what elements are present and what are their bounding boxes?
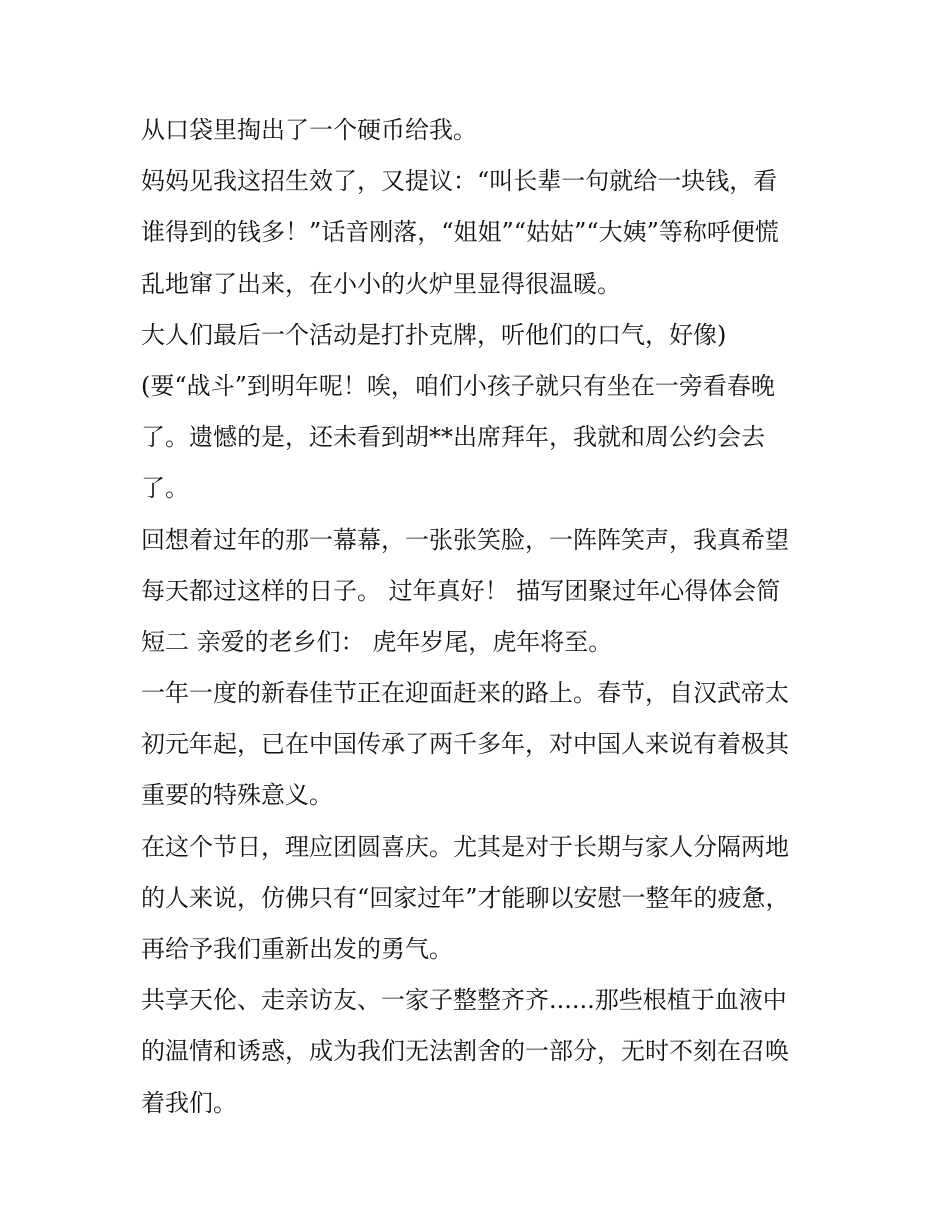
text-line: 回想着过年的那一幕幕，一张张笑脸，一阵阵笑声，我真希望	[141, 525, 789, 554]
text-line: 一年一度的新春佳节正在迎面赶来的路上。春节，自汉武帝太	[141, 679, 789, 708]
text-line: 再给予我们重新出发的勇气。	[141, 935, 453, 963]
text-line: 了。遗憾的是，还未看到胡**出席拜年，我就和周公约会去	[141, 423, 765, 452]
text-line: 了。	[141, 474, 189, 503]
text-line: 从口袋里掏出了一个硬币给我。	[141, 116, 477, 144]
text-line: 初元年起，已在中国传承了两千多年，对中国人来说有着极其	[141, 730, 789, 759]
text-line: 在这个节日，理应团圆喜庆。尤其是对于长期与家人分隔两地	[141, 832, 789, 861]
text-line: 乱地窜了出来，在小小的火炉里显得很温暖。	[141, 269, 621, 298]
text-line: 每天都过这样的日子。 过年真好！ 描写团聚过年心得体会简	[141, 576, 781, 605]
text-line: 大人们最后一个活动是打扑克牌，听他们的口气，好像)	[141, 320, 727, 349]
body-text	[141, 105, 821, 1129]
text-line: 的人来说，仿佛只有“回家过年”才能聊以安慰一整年的疲惫，	[141, 883, 790, 912]
text-line: 短二 亲爱的老乡们： 虎年岁尾，虎年将至。	[141, 627, 613, 656]
text-line: 重要的特殊意义。	[141, 781, 333, 810]
text-line: 谁得到的钱多！”话音刚落，“姐姐”“姑姑”“大姨”等称呼便慌	[141, 218, 779, 247]
text-line: 妈妈见我这招生效了，又提议：“叫长辈一句就给一块钱，看	[141, 167, 778, 196]
text-line: 的温情和诱惑，成为我们无法割舍的一部分，无时不刻在召唤	[141, 1037, 789, 1066]
text-line: (要“战斗”到明年呢！唉，咱们小孩子就只有坐在一旁看春晚	[141, 371, 775, 400]
text-line: 着我们。	[141, 1088, 237, 1117]
text-line: 共享天伦、走亲访友、一家子整整齐齐......那些根植于血液中	[141, 986, 787, 1015]
